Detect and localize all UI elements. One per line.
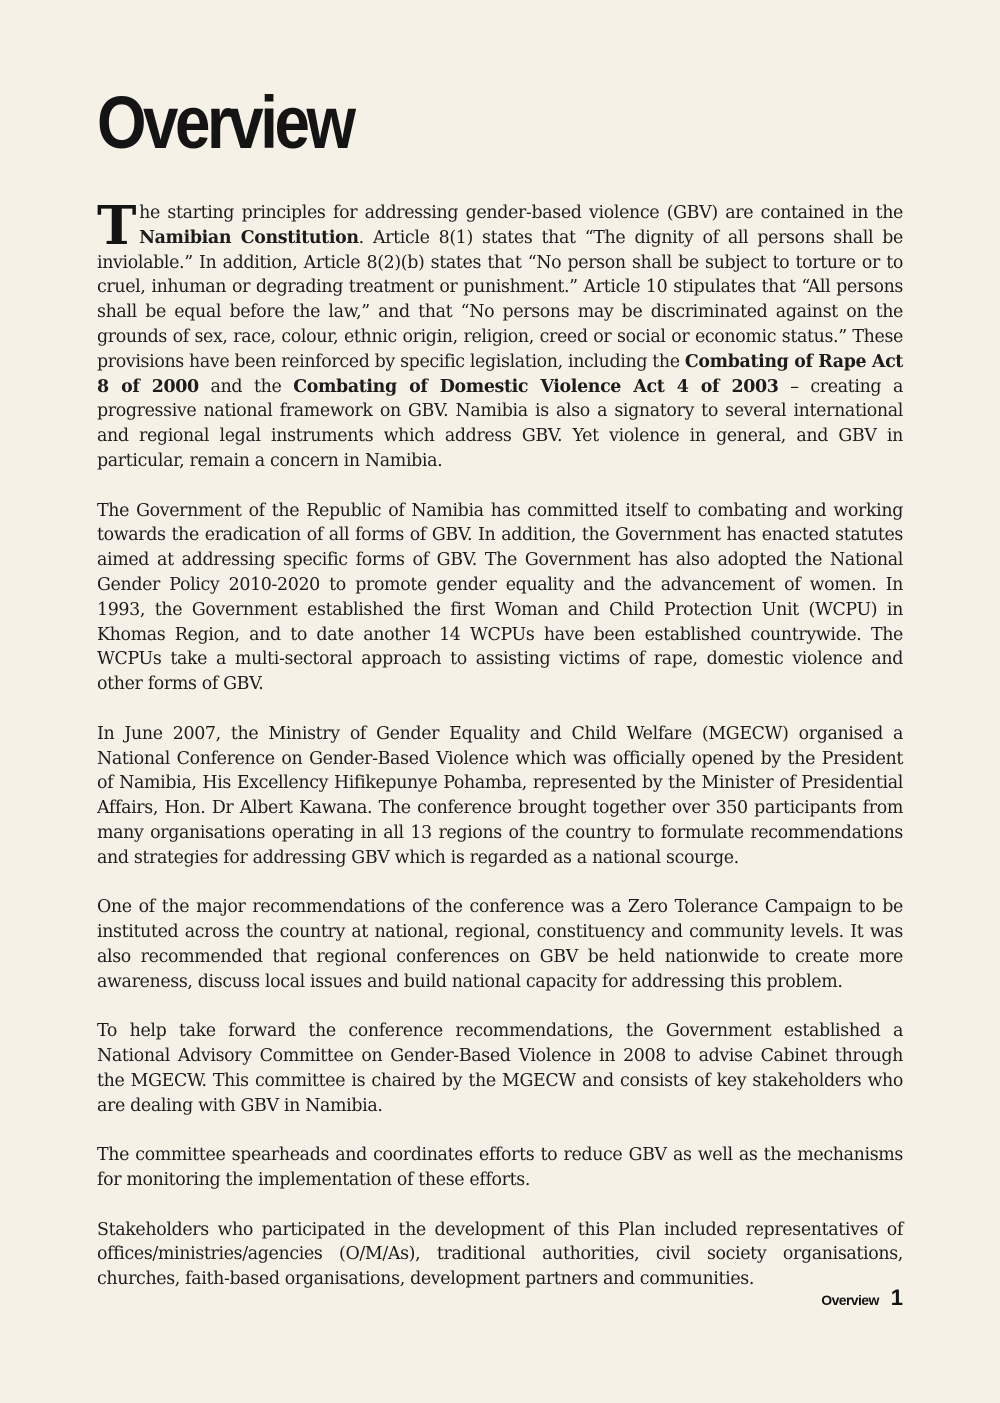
text-run: – creating a progressive national framework on GBV. Namibia is also a signatory to several international and regional legal instruments which address GBV. Yet violence in general, and GBV in particular, remain a concern in Namibia. bbox=[97, 376, 904, 471]
paragraph bbox=[97, 895, 903, 994]
page-title: Overview bbox=[97, 81, 353, 164]
text-run: . Article 8(1) states that “The dignity of all persons shall be inviolable.” In addition, Article 8(2)(b) states that “No person shall be subject to torture or to cruel, inhuman or degrading treatment or punishment.” Article 10 stipulates that “All persons shall be equal before the law,” and that “No persons may be discriminated against on the grounds of sex, race, colour, ethnic origin, religion, creed or social or economic status.” These provisions have been reinforced by specific legislation, including the bbox=[97, 227, 903, 372]
text-run: he starting principles for addressing gender-based violence (GBV) are contained in the bbox=[139, 203, 903, 223]
text-run: One of the major recommendations of the conference was a Zero Tolerance Campaign to be instituted across the country at national, regional, constituency and community levels. It was also recommended that regional conferences on GBV be held nationwide to create more awareness, discuss local issues and build national capacity for addressing this problem. bbox=[97, 897, 903, 992]
footer-section-label: Overview bbox=[821, 1292, 879, 1308]
paragraph bbox=[97, 1019, 903, 1118]
text-run: Stakeholders who participated in the development of this Plan included representatives of offices/ministries/agencies (O/M/As), traditional authorities, civil society organisations, churches, faith-based organisations, development partners and communities. bbox=[97, 1219, 903, 1290]
text-run: To help take forward the conference recommendations, the Government established a National Advisory Committee on Gender-Based Violence in 2008 to advise Cabinet through the MGECW. This committee is chaired by the MGECW and consists of key stakeholders who are dealing with GBV in Namibia. bbox=[97, 1021, 903, 1116]
paragraph bbox=[97, 1218, 903, 1292]
page-number: 1 bbox=[890, 1285, 903, 1310]
body-text bbox=[97, 195, 904, 1317]
bold-reference: Combating of Domestic Violence Act 4 of 2003 bbox=[293, 376, 779, 397]
paragraph bbox=[97, 499, 903, 697]
text-run: In June 2007, the Ministry of Gender Equality and Child Welfare (MGECW) organised a National Conference on Gender-Based Violence which was officially opened by the President of Namibia, His Excellency Hifikepunye Pohamba, represented by the Minister of Presidential Affairs, Hon. Dr Albert Kawana. The conference brought together over 350 participants from many organisations operating in all 13 regions of the country to formulate recommendations and strategies for addressing GBV which is regarded as a national scourge. bbox=[97, 723, 903, 868]
drop-cap: T bbox=[97, 195, 137, 257]
page-footer bbox=[821, 1285, 903, 1311]
bold-reference: Namibian Constitution bbox=[139, 227, 359, 248]
paragraph bbox=[97, 1143, 903, 1193]
text-run: The committee spearheads and coordinates efforts to reduce GBV as well as the mechanisms for monitoring the implementation of these efforts. bbox=[97, 1145, 903, 1191]
text-run: and the bbox=[198, 376, 294, 397]
paragraph bbox=[97, 722, 903, 871]
paragraph bbox=[97, 195, 904, 474]
bold-reference: Combating of Rape Act 8 of 2000 bbox=[97, 351, 903, 397]
text-run: The Government of the Republic of Namibia has committed itself to combating and working towards the eradication of all forms of GBV. In addition, the Government has enacted statutes aimed at addressing specific forms of GBV. The Government has also adopted the National Gender Policy 2010-2020 to promote gender equality and the advancement of women. In 1993, the Government established the first Woman and Child Protection Unit (WCPU) in Khomas Region, and to date another 14 WCPUs have been established countrywide. The WCPUs take a multi-sectoral approach to assisting victims of rape, domestic violence and other forms of GBV. bbox=[97, 500, 903, 695]
